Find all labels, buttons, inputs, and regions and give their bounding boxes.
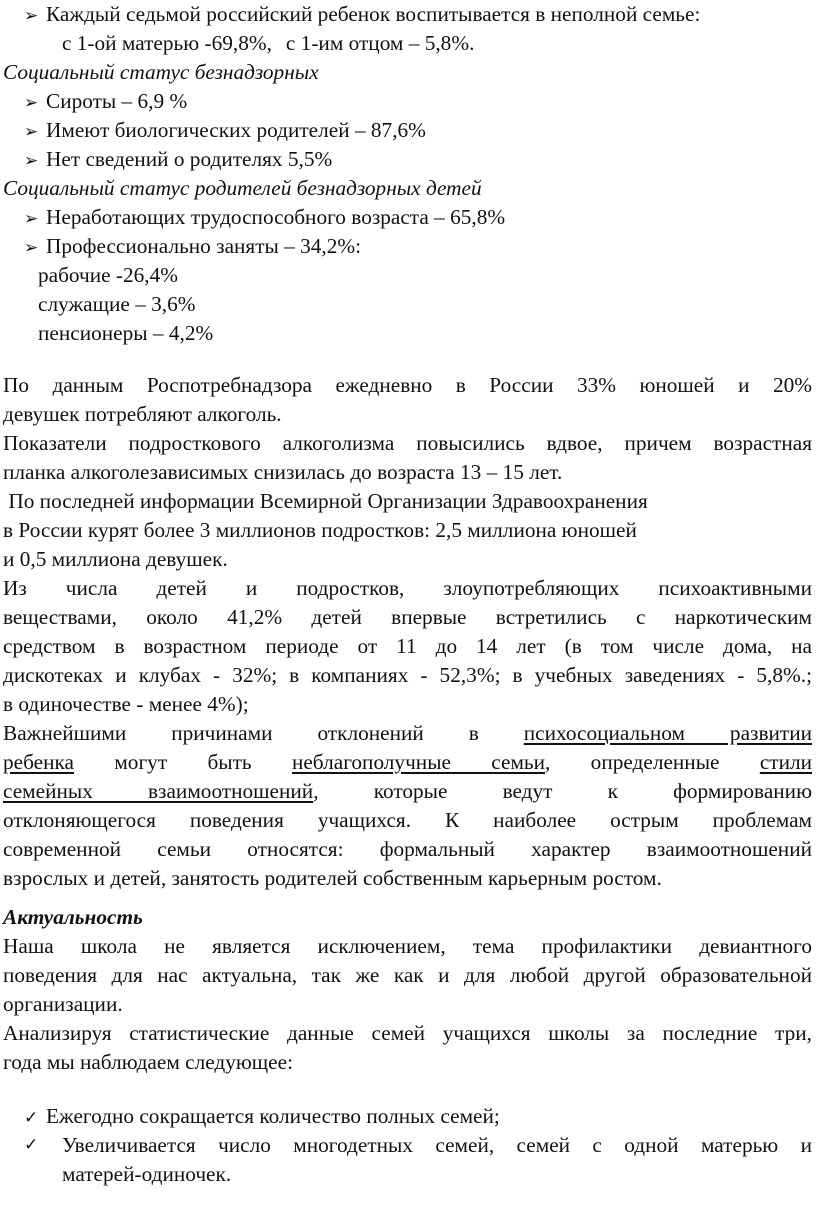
relevance-line-1: Наша школа не является исключением, тема профилактики девиантного <box>3 934 812 958</box>
underlined-term: семейных взаимоотношений <box>3 779 314 803</box>
arrow-bullet-icon: ➢ <box>24 6 39 26</box>
underlined-term: психосоциальном развитии <box>523 721 812 745</box>
check-bullet-icon: ✓ <box>24 1108 39 1128</box>
employment-item: пенсионеры – 4,2% <box>38 321 214 345</box>
teen-line-1: Показатели подросткового алкоголизма повысились вдвое, причем возрастная <box>3 431 812 455</box>
status-item: ➢ Сироты – 6,9 % <box>24 87 187 118</box>
teen-line-2: планка алкоголезависимых снизилась до возраста 13 – 15 лет. <box>3 460 563 484</box>
status-item: ➢ Нет сведений о родителях 5,5% <box>24 145 332 176</box>
relevance-line-5: года мы наблюдаем следующее: <box>3 1050 293 1074</box>
drugs-line-2: веществами, около 41,2% детей впервые встретились с наркотическим <box>3 605 812 629</box>
detail-father: с 1-им отцом – 5,8%. <box>285 31 475 55</box>
check-item: ✓ Ежегодно сокращается количество полных семей; <box>24 1102 500 1133</box>
bullet-item <box>24 0 700 31</box>
alcohol-line-1: По данным Роспотребнадзора ежедневно в России 33% юношей и 20% <box>3 373 812 397</box>
check-bullet-icon: ✓ <box>24 1135 39 1155</box>
parents-item: ➢ Неработающих трудоспособного возраста – 65,8% <box>24 203 505 234</box>
causes-line-4: отклоняющегося поведения учащихся. К наиболее острым проблемам <box>3 808 812 832</box>
causes-line-2: ребенка могут быть неблагополучные семьи, определенные стили <box>3 750 812 774</box>
underlined-term: неблагополучные семьи <box>291 750 546 774</box>
relevance-line-3: организации. <box>3 992 123 1016</box>
status-item: ➢ Имеют биологических родителей – 87,6% <box>24 116 426 147</box>
arrow-bullet-icon: ➢ <box>24 151 39 171</box>
causes-line-3: семейных взаимоотношений, которые ведут к формированию <box>3 779 812 803</box>
incomplete-family-text: Каждый седьмой российский ребенок воспитывается в неполной семье: <box>46 2 701 26</box>
who-line-2: в России курят более 3 миллионов подростков: 2,5 миллиона юношей <box>3 518 637 542</box>
drugs-line-1: Из числа детей и подростков, злоупотребляющих психоактивными <box>3 576 812 600</box>
parents-heading: Социальный статус родителей безнадзорных детей <box>3 176 482 200</box>
employment-item: рабочие -26,4% <box>38 263 179 287</box>
causes-line-6: взрослых и детей, занятость родителей собственным карьерным ростом. <box>3 866 662 890</box>
drugs-line-3: средством в возрастном периоде от 11 до 14 лет (в том числе дома, на <box>3 634 812 658</box>
underlined-term: ребенка <box>3 750 74 774</box>
who-line-3: и 0,5 миллиона девушек. <box>3 547 228 571</box>
detail-mother: с 1-ой матерью -69,8%, <box>62 31 272 55</box>
relevance-line-4: Анализируя статистические данные семей учащихся школы за последние три, <box>3 1021 812 1045</box>
status-heading: Социальный статус безнадзорных <box>3 60 319 84</box>
drugs-line-4: дискотеках и клубах - 32%; в компаниях - 52,3%; в учебных заведениях - 5,8%.; <box>3 663 812 687</box>
check-item-continued: матерей-одиночек. <box>62 1162 232 1186</box>
alcohol-line-2: девушек потребляют алкоголь. <box>3 402 282 426</box>
who-line-1: По последней информации Всемирной Организации Здравоохранения <box>3 489 648 513</box>
causes-line-5: современной семьи относятся: формальный характер взаимоотношений <box>3 837 812 861</box>
employment-item: служащие – 3,6% <box>38 292 196 316</box>
check-item: ✓ Увеличивается число многодетных семей, семей с одной матерью и <box>24 1131 812 1160</box>
incomplete-family-detail <box>62 29 474 58</box>
arrow-bullet-icon: ➢ <box>24 122 39 142</box>
parents-item: ➢ Профессионально заняты – 34,2%: <box>24 232 361 263</box>
relevance-line-2: поведения для нас актуальна, так же как и для любой другой образовательной <box>3 963 812 987</box>
relevance-heading: Актуальность <box>3 905 143 929</box>
arrow-bullet-icon: ➢ <box>24 93 39 113</box>
arrow-bullet-icon: ➢ <box>24 238 39 258</box>
arrow-bullet-icon: ➢ <box>24 209 39 229</box>
causes-line-1: Важнейшими причинами отклонений в психосоциальном развитии <box>3 721 812 745</box>
underlined-term: стили <box>759 750 812 774</box>
drugs-line-5: в одиночестве - менее 4%); <box>3 692 249 716</box>
